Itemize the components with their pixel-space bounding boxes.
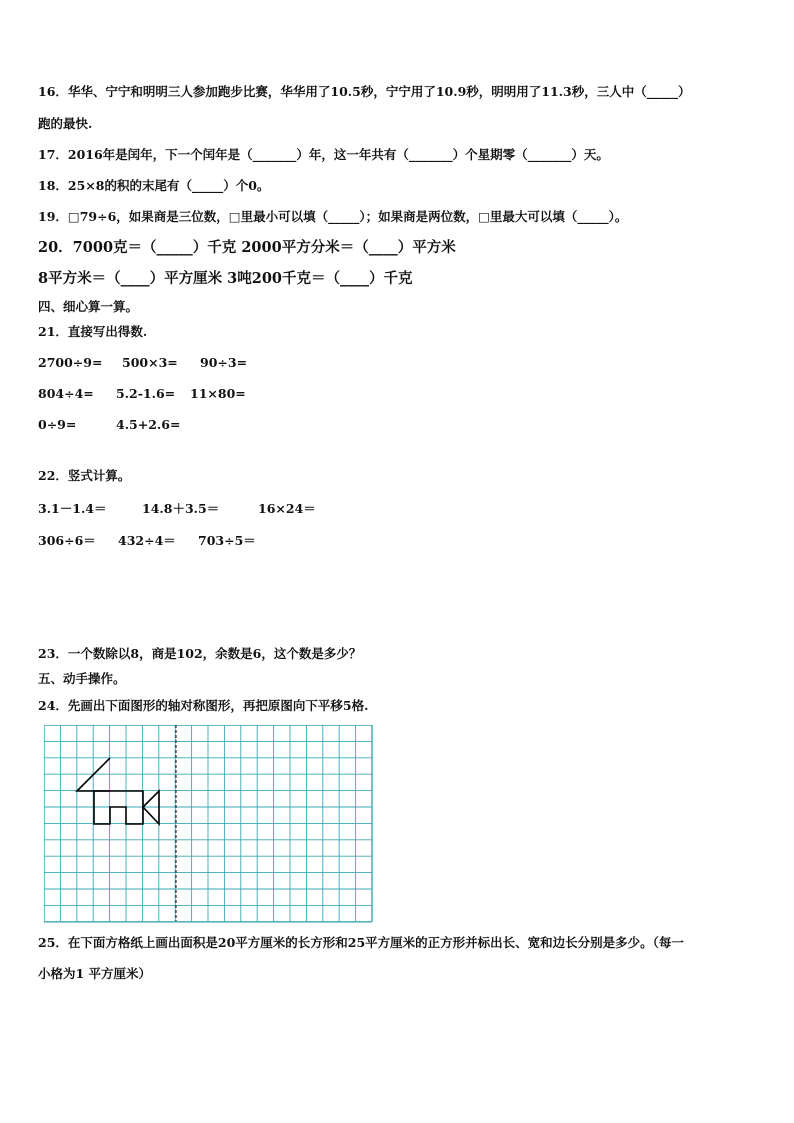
section-4-heading: 四、细心算一算。 [38,299,139,314]
q21-item: 500×3= [122,355,178,370]
q22-item: 703÷5＝ [198,533,256,548]
q16-line1: 16．华华、宁宁和明明三人参加跑步比赛，华华用了10.5秒，宁宁用了10.9秒，明明用了11.3秒，三人中（_____） [38,84,691,99]
q19-text: 19．□79÷6，如果商是三位数，□里最小可以填（_____）；如果商是两位数，□里最大可以填（_____）。 [38,209,628,224]
q22-title: 22．竖式计算。 [38,468,131,483]
q24-text: 24．先画出下面图形的轴对称图形，再把原图向下平移5格. [38,698,369,713]
square-grid-figure [44,725,374,923]
q23-text: 23．一个数除以8，商是102，余数是6，这个数是多少？ [38,646,362,661]
q22-item: 3.1－1.4＝ [38,501,107,516]
q25-line1: 25．在下面方格纸上画出面积是20平方厘米的长方形和25平方厘米的正方形并标出长、宽和边长分别是多少。（每一 [38,935,684,950]
q21-item: 2700÷9= [38,355,103,370]
q16-line2: 跑的最快. [38,116,93,131]
q20-line2: 8平方米＝（____）平方厘米 3吨200千克＝（____）千克 [38,270,413,287]
q17-text: 17．2016年是闰年，下一个闰年是（_______）年，这一年共有（_______）个星期零（_______）天。 [38,147,609,162]
q21-item: 90÷3= [200,355,248,370]
section-5-heading: 五、动手操作。 [38,671,126,686]
q21-item: 804÷4= [38,386,94,401]
q22-item: 16×24＝ [258,501,316,516]
dog-body [94,791,143,824]
q25-line2: 小格为1 平方厘米） [38,966,152,981]
q21-item: 11×80= [190,386,246,401]
q22-item: 432÷4＝ [118,533,176,548]
dog-tail-triangle [143,791,159,824]
q21-item: 0÷9= [38,417,77,432]
grid-lines [44,725,372,922]
q21-title: 21．直接写出得数. [38,324,148,339]
q21-item: 5.2-1.6= [116,386,176,401]
q20-line1: 20．7000克＝（_____）千克 2000平方分米＝（____）平方米 [38,239,456,256]
q21-item: 4.5+2.6= [116,417,181,432]
q22-item: 306÷6＝ [38,533,96,548]
q18-text: 18．25×8的积的末尾有（_____）个0。 [38,178,270,193]
q22-item: 14.8＋3.5＝ [142,501,220,516]
